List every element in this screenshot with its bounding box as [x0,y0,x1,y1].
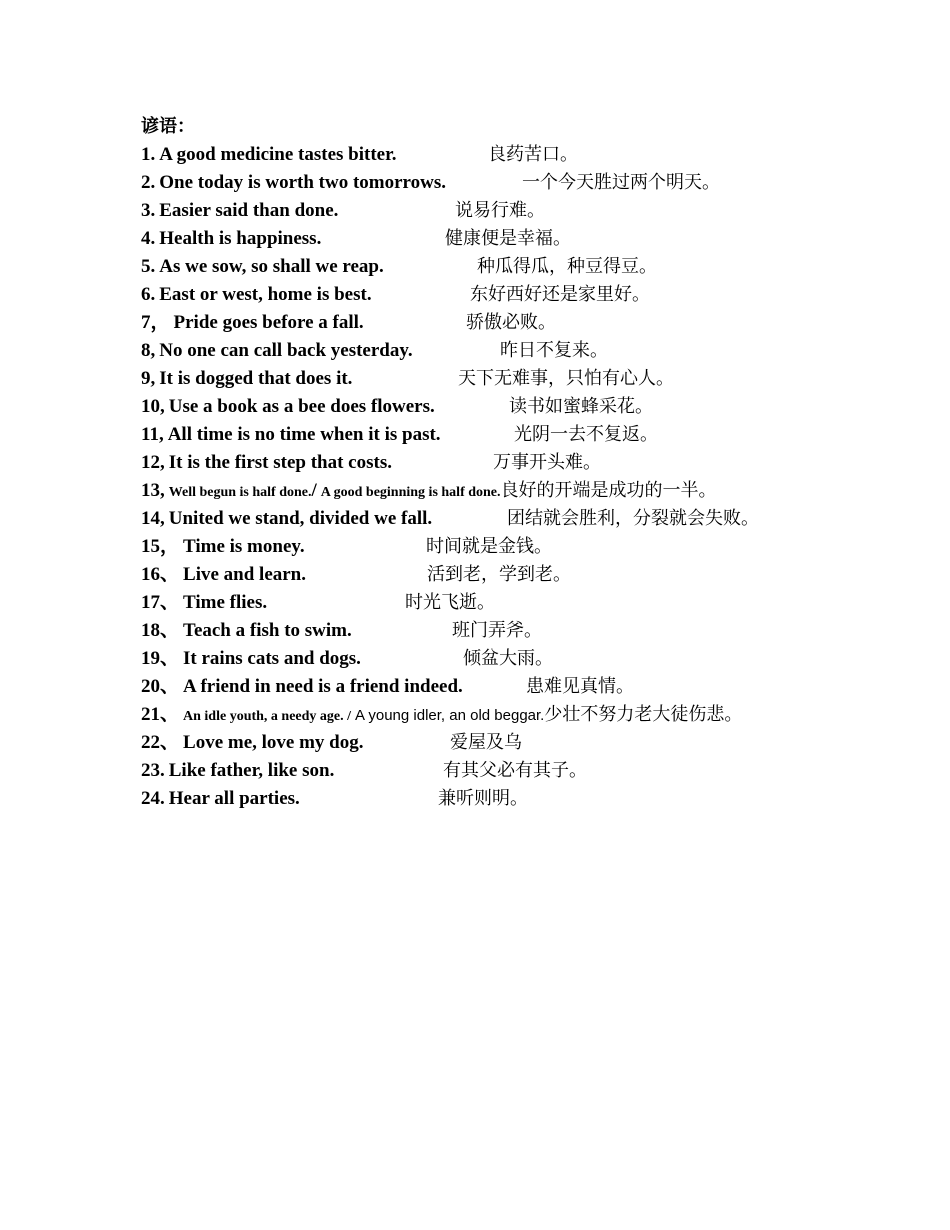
proverb-english: Use a book as a bee does flowers. [168,396,435,417]
proverb-number: 16、 [141,564,180,585]
document-heading: 谚语： [141,116,195,137]
proverb-number: 17、 [141,592,180,613]
proverb-chinese: 团结就会胜利，分裂就会失败。 [507,508,759,529]
proverb-number: 7， [141,312,170,333]
proverb-line [141,253,921,281]
proverb-chinese: 有其父必有其子。 [443,760,587,781]
proverb-line [141,449,921,477]
proverb-number: 4. [141,228,156,249]
proverb-chinese: 倾盆大雨。 [463,648,553,669]
proverb-line [141,169,921,197]
proverb-line [141,505,921,533]
proverb-line [141,673,921,701]
proverb-number: 19、 [141,648,180,669]
proverb-english: Time flies. [183,592,268,613]
proverb-english: No one can call back yesterday. [159,340,413,361]
proverb-number: 22、 [141,732,180,753]
proverb-english: An idle youth, a needy age. / [183,709,352,724]
proverb-line [141,141,921,169]
proverb-line [141,701,921,729]
proverb-english-alt: A young idler, an old beggar. [355,707,545,724]
proverb-number: 12, [141,452,165,473]
proverb-line [141,393,921,421]
proverb-english: All time is no time when it is past. [167,424,441,445]
proverb-line [141,225,921,253]
proverb-chinese: 一个今天胜过两个明天。 [522,172,720,193]
proverb-chinese: 时光飞逝。 [405,592,495,613]
proverb-chinese: 骄傲必败。 [466,312,556,333]
proverb-chinese: 万事开头难。 [493,452,601,473]
proverb-chinese: 少壮不努力老大徒伤悲。 [544,704,743,725]
proverb-chinese: 种瓜得瓜，种豆得豆。 [477,256,657,277]
proverb-line [141,337,921,365]
proverb-english: United we stand, divided we fall. [168,508,433,529]
proverb-english: Health is happiness. [159,228,322,249]
proverb-english: A good medicine tastes bitter. [159,144,397,165]
proverb-line [141,197,921,225]
proverb-chinese: 良好的开端是成功的一半。 [500,480,717,501]
proverb-english: Time is money. [183,536,305,557]
proverb-line [141,281,921,309]
proverb-number: 8, [141,340,156,361]
proverbs-document [141,113,921,813]
proverb-english: Live and learn. [183,564,306,585]
proverb-line [141,561,921,589]
proverb-chinese: 班门弄斧。 [452,620,542,641]
proverb-line [141,729,921,757]
proverb-chinese: 光阴一去不复返。 [514,424,658,445]
proverb-number: 10, [141,396,165,417]
proverb-english: It is the first step that costs. [168,452,392,473]
proverb-english: East or west, home is best. [159,284,372,305]
proverb-line [141,645,921,673]
proverb-english: Teach a fish to swim. [183,620,352,641]
proverb-line [141,617,921,645]
proverb-number: 11, [141,424,164,445]
proverb-number: 13, [141,480,165,501]
proverb-line [141,757,921,785]
proverb-chinese: 读书如蜜蜂采花。 [509,396,653,417]
proverb-english: Well begun is half done. [168,485,312,500]
proverb-line [141,785,921,813]
proverb-english: Easier said than done. [159,200,339,221]
proverb-line [141,365,921,393]
proverb-line [141,477,921,505]
proverb-number: 3. [141,200,156,221]
proverb-number: 18、 [141,620,180,641]
proverb-number: 14, [141,508,165,529]
proverb-english: Love me, love my dog. [183,732,364,753]
proverb-chinese: 兼听则明。 [438,788,528,809]
proverb-chinese: 活到老，学到老。 [427,564,571,585]
proverb-english: It is dogged that does it. [159,368,353,389]
proverb-line [141,533,921,561]
proverb-chinese: 爱屋及乌 [450,732,522,753]
proverb-english: Like father, like son. [168,760,335,781]
proverb-chinese: 良药苦口。 [488,144,578,165]
proverb-english: It rains cats and dogs. [183,648,361,669]
proverb-number: 5. [141,256,156,277]
proverb-line [141,421,921,449]
proverb-chinese: 患难见真情。 [526,676,634,697]
proverb-chinese: 健康便是幸福。 [445,228,571,249]
proverb-number: 21、 [141,704,180,725]
proverb-english-alt: A good beginning is half done. [320,485,501,500]
proverb-chinese: 说易行难。 [455,200,545,221]
proverb-number: 6. [141,284,156,305]
proverb-chinese: 时间就是金钱。 [426,536,552,557]
proverb-english: A friend in need is a friend indeed. [183,676,463,697]
proverb-chinese: 东好西好还是家里好。 [470,284,650,305]
proverb-line [141,309,921,337]
proverb-english: As we sow, so shall we reap. [159,256,384,277]
proverb-number: 20、 [141,676,180,697]
proverb-english: Hear all parties. [168,788,300,809]
proverb-line [141,589,921,617]
proverb-number: 24. [141,788,165,809]
proverb-chinese: 昨日不复来。 [500,340,608,361]
proverb-chinese: 天下无难事，只怕有心人。 [458,368,674,389]
proverb-number: 23. [141,760,165,781]
proverb-separator: / [311,480,317,501]
proverb-english: Pride goes before a fall. [173,312,364,333]
proverb-number: 1. [141,144,156,165]
proverb-number: 2. [141,172,156,193]
proverb-number: 15， [141,536,180,557]
proverb-english: One today is worth two tomorrows. [159,172,446,193]
proverb-number: 9, [141,368,156,389]
